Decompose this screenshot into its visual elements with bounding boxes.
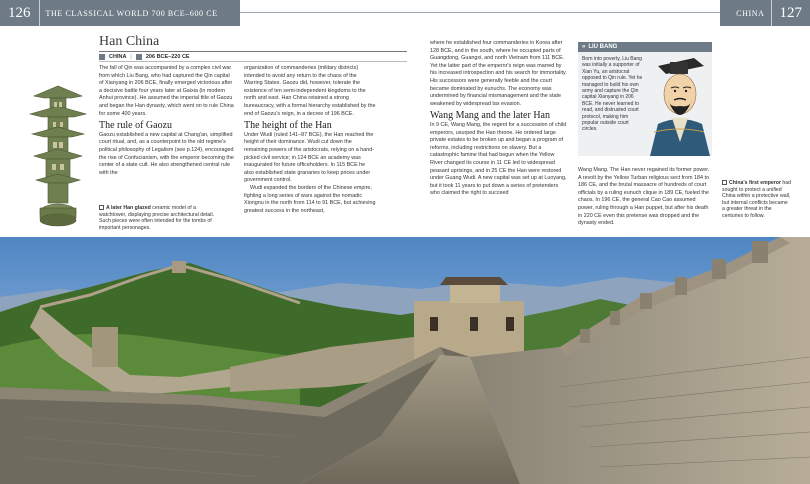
article-title: Han China bbox=[99, 34, 160, 49]
paragraph: Wudi expanded the borders of the Chinese empire, fighting a long series of wars against the nomadic Xiongnu in the north from 114 to 91 BCE, but achieving greatest success in the northeast, bbox=[244, 184, 376, 214]
text-column-1 bbox=[99, 65, 234, 177]
left-running-head: THE CLASSICAL WORLD 700 BCE–600 CE bbox=[39, 0, 218, 26]
paragraph: Wang Mang. The Han never regained its former power. A revolt by the Yellow Turban religious sect from 184 to 186 CE, and the brutal massacre of hundreds of court officials by a ruling eunuch clique in 189 CE, fueled the chaos. In 196 CE, the general Cao Cao assumed power, ruling through a Han puppet, but after his death in 220 CE even this pretense was dropped and the dynasty ended. bbox=[578, 167, 710, 227]
liu-bang-portrait bbox=[644, 52, 712, 156]
right-running-head: CHINA bbox=[736, 0, 771, 26]
right-page-number: 127 bbox=[779, 4, 802, 21]
paragraph: Under Wudi (ruled 141–87 BCE), the Han reached the height of their dominance. Wudi cut down the remaining powers of the aristocrats, relying on a hand-picked civil service; in 124 BCE an academy was inaugurated for future officeholders. In 115 BCE he also established state granaries to keep prices under government control. bbox=[244, 131, 375, 184]
paragraph: where he established four commanderies in Korea after 128 BCE, and in the south, where he occupied parts of Guangdong, Guangxi, and north Vietnam from 111 BCE. Yet the latter part of the emperor's reign was marred by his increased introspection and his search for immortality. His successors were generally feeble and the court became dominated by eunuchs. The economy was undermined by financial mismanagement and the state weakened by widespread tax evasion. bbox=[430, 40, 567, 107]
region-square-icon bbox=[99, 54, 105, 60]
meta-dates: 206 BCE–220 CE bbox=[145, 53, 190, 60]
header-rule bbox=[240, 12, 720, 13]
caption-pointer-icon bbox=[722, 180, 727, 185]
date-square-icon bbox=[136, 54, 142, 60]
paragraph: Gaozu established a new capital at Chang'an, simplified court ritual, and, as a counterpoint to the old regime's political philosophy of Legalism (see p.124), encouraged the rise of Confucianism, with the emperor becoming the center of a state cult. He also strengthened central rule with the bbox=[99, 131, 234, 176]
great-wall-photo bbox=[0, 237, 810, 484]
right-page-header bbox=[720, 0, 810, 26]
left-page-number: 126 bbox=[8, 4, 31, 21]
bio-text: Born into poverty, Liu Bang was initially a supporter of Xian Yu, an aristocrat opposed to Qin rule. Yet he managed to build his own army and capture the Qin capital Xianyang in 206 BCE. He never learned to read, and distrusted court protocol, making him popular outside court circles. bbox=[582, 56, 643, 133]
caption-pointer-icon bbox=[99, 205, 104, 210]
subheading-wang-mang: Wang Mang and the later Han bbox=[430, 110, 550, 122]
meta-separator: | bbox=[130, 53, 132, 60]
tower-caption: A later Han glazed ceramic model of a watchtower, displaying precise architectural detail. Such pieces were often intended for the tombs of important personages. bbox=[99, 205, 215, 231]
bio-header bbox=[578, 42, 712, 52]
left-page-header bbox=[0, 0, 240, 26]
article-meta-bar bbox=[99, 51, 407, 62]
subheading-rule-of-gaozu: The rule of Gaozu bbox=[99, 120, 173, 132]
ceramic-watchtower-image bbox=[26, 82, 90, 232]
subheading-height-of-han: The height of the Han bbox=[244, 120, 332, 132]
meta-region: CHINA bbox=[109, 53, 127, 60]
text-column-2 bbox=[244, 65, 376, 215]
bio-arrow-icon: » bbox=[582, 44, 586, 50]
paragraph: organization of commanderies (military districts) intended to avoid any return to the chaos of the Warring States. Gaozu did, however, tolerate the existence of ten semi-independent kingdoms to the north and east. Han China retained a strong bureaucracy, with a formal hierarchy established by the end of Gaozu's reign, in a decree of 196 BCE. bbox=[244, 65, 376, 117]
bio-heading: LIU BANG bbox=[588, 44, 618, 50]
text-column-4 bbox=[578, 167, 712, 228]
wall-caption: China's first emperor had sought to protect a unified China within a protective wall, but internal conflicts became a greater threat in the centuries to follow. bbox=[722, 180, 792, 219]
paragraph: In 9 CE, Wang Mang, the regent for a succession of child emperors, usurped the Han throne. He ordered large private estates to be broken up and began a program of reforms, including restrictions on slavery. But a catastrophic famine that had begun when the Yellow River changed its course in 11 CE led to widespread peasant uprisings, and in 25 CE the Han were restored under Guang Wudi. A new capital was set up at Luoyang, but it took 11 years to put down a series of pretenders who claimed the right to succeed bbox=[430, 121, 567, 197]
text-column-3 bbox=[430, 40, 568, 198]
paragraph: The fall of Qin was accompanied by a complex civil war from which Liu Bang, who had captured the Qin capital of Xianyang in 206 BCE, finally emerged victorious after a decisive battle four years later at Gaixia (in modern Anhui province). He assumed the imperial title of Gaozu and began the Han dynasty, which went on to rule China for some 400 years. bbox=[99, 65, 234, 117]
